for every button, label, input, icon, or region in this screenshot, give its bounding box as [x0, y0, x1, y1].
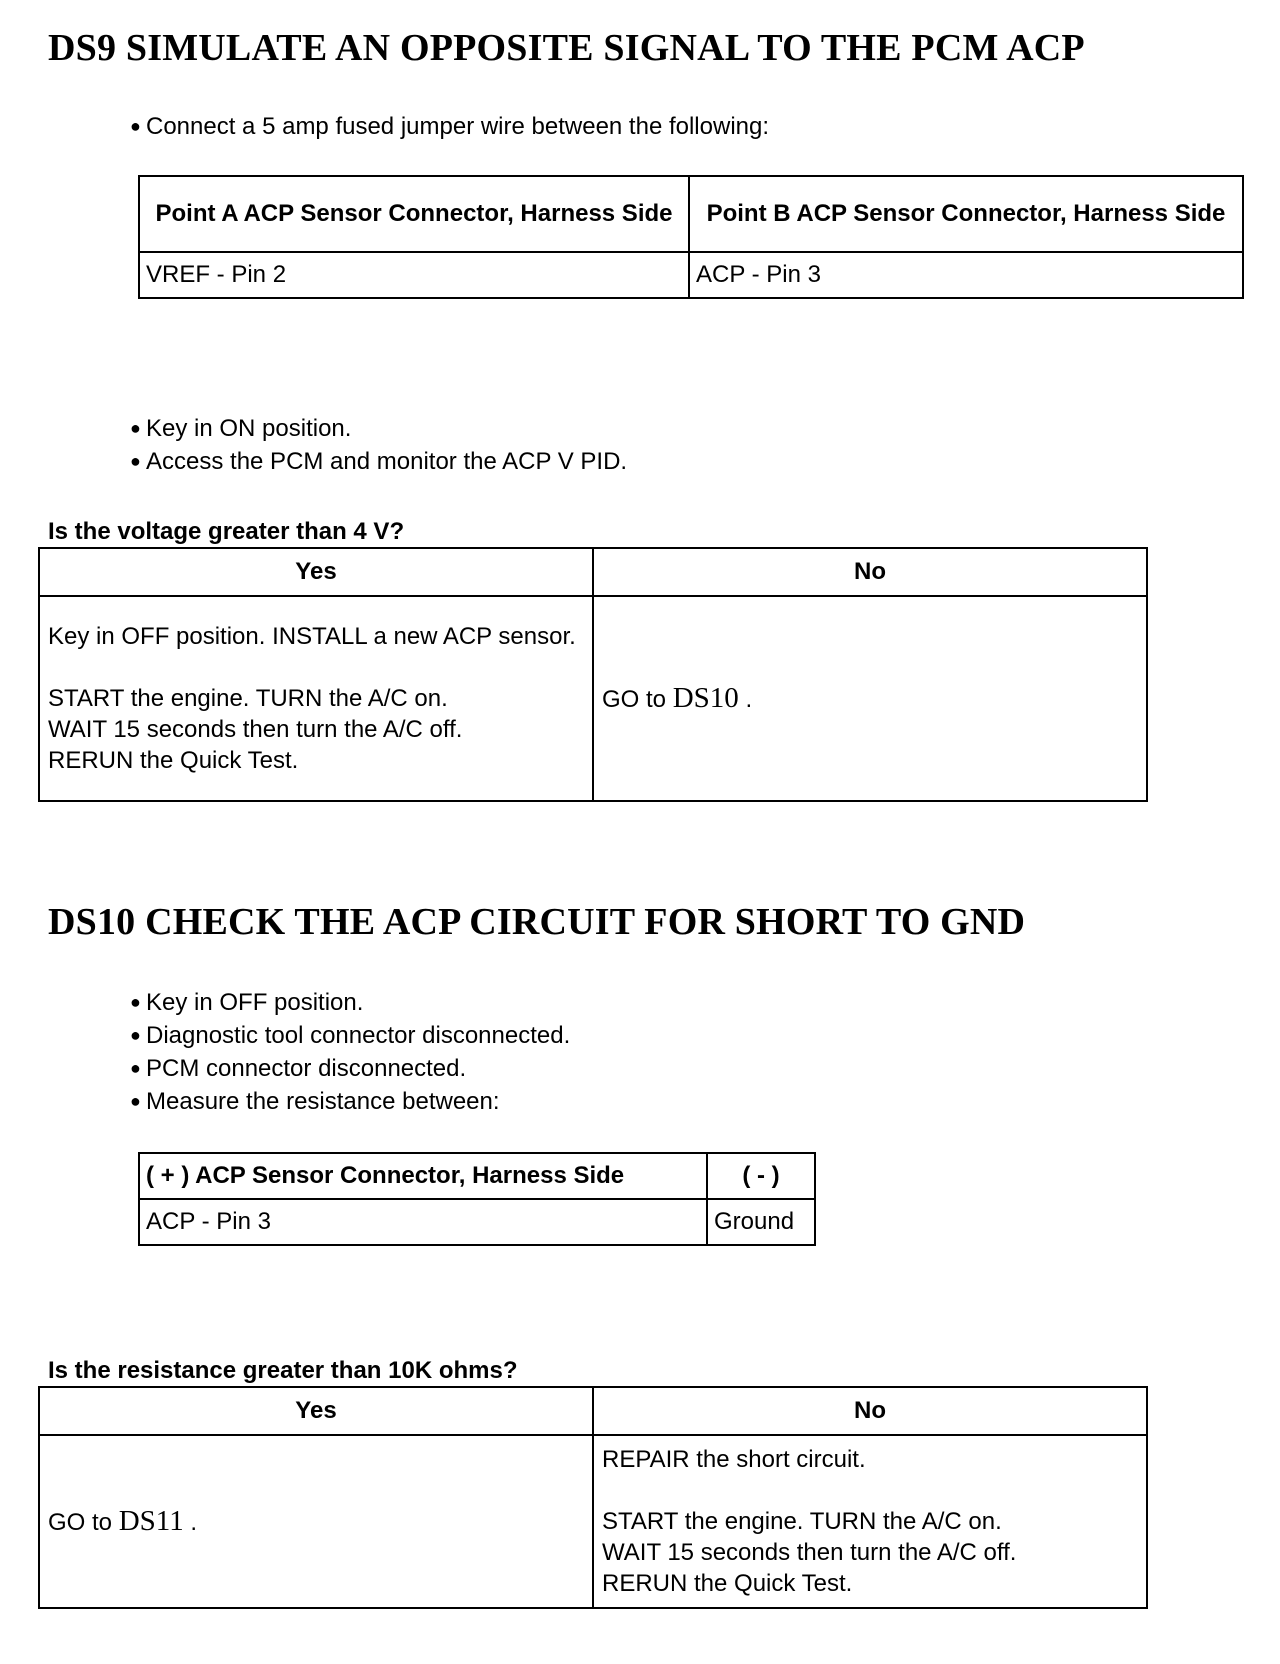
bullet-text: Diagnostic tool connector disconnected. — [146, 1022, 571, 1049]
ds10-question: Is the resistance greater than 10K ohms? — [48, 1357, 518, 1384]
no-instruction: WAIT 15 seconds then turn the A/C off. — [602, 1539, 1017, 1566]
bullet-icon: ● — [130, 1025, 141, 1045]
resistance-table — [138, 1152, 816, 1246]
no-instruction: RERUN the Quick Test. — [602, 1570, 853, 1597]
go-to-suffix: . — [190, 1508, 198, 1536]
jumper-cell-point-a: VREF - Pin 2 — [139, 252, 689, 298]
go-to-text: GO to — [48, 1508, 113, 1536]
resistance-cell-negative: Ground — [707, 1199, 815, 1245]
list-item — [130, 445, 627, 478]
bullet-text: Measure the resistance between: — [146, 1088, 500, 1115]
jumper-table — [138, 175, 1244, 299]
ds9-result-table — [38, 547, 1148, 802]
yes-instruction: WAIT 15 seconds then turn the A/C off. — [48, 716, 463, 743]
yes-instruction: START the engine. TURN the A/C on. — [48, 685, 448, 712]
yes-cell — [39, 596, 593, 801]
bullet-text: Access the PCM and monitor the ACP V PID. — [146, 448, 628, 475]
bullet-icon: ● — [130, 116, 141, 136]
jumper-cell-point-b: ACP - Pin 3 — [689, 252, 1243, 298]
ds10-result-table — [38, 1386, 1148, 1609]
list-item — [130, 1052, 570, 1085]
list-item — [130, 1019, 570, 1052]
yes-header: Yes — [39, 548, 593, 596]
bullet-icon: ● — [130, 1058, 141, 1078]
bullet-icon: ● — [130, 992, 141, 1012]
no-header: No — [593, 548, 1147, 596]
no-cell — [593, 596, 1147, 801]
bullet-text: Connect a 5 amp fused jumper wire between the following: — [146, 113, 770, 140]
ds11-link[interactable]: DS11 — [118, 1504, 184, 1537]
jumper-header-point-a: Point A ACP Sensor Connector, Harness Side — [139, 176, 689, 252]
list-item — [130, 412, 627, 445]
bullet-text: Key in OFF position. — [146, 989, 364, 1016]
yes-header: Yes — [39, 1387, 593, 1435]
ds9-intro-list — [130, 110, 769, 143]
resistance-header-positive: ( + ) ACP Sensor Connector, Harness Side — [139, 1153, 707, 1199]
ds9-title: DS9 SIMULATE AN OPPOSITE SIGNAL TO THE PCM ACP — [48, 27, 1085, 69]
list-item — [130, 110, 769, 143]
no-instruction: REPAIR the short circuit. — [602, 1446, 866, 1473]
resistance-cell-positive: ACP - Pin 3 — [139, 1199, 707, 1245]
ds9-steps-list — [130, 412, 627, 478]
yes-instruction: Key in OFF position. INSTALL a new ACP sensor. — [48, 623, 576, 650]
list-item — [130, 1085, 570, 1118]
jumper-header-point-b: Point B ACP Sensor Connector, Harness Side — [689, 176, 1243, 252]
no-instruction: START the engine. TURN the A/C on. — [602, 1508, 1002, 1535]
ds10-link[interactable]: DS10 — [672, 681, 739, 714]
list-item — [130, 986, 570, 1019]
go-to-suffix: . — [745, 685, 753, 713]
bullet-icon: ● — [130, 418, 141, 438]
yes-cell — [39, 1435, 593, 1608]
bullet-icon: ● — [130, 1091, 141, 1111]
bullet-text: Key in ON position. — [146, 415, 352, 442]
ds10-title: DS10 CHECK THE ACP CIRCUIT FOR SHORT TO GND — [48, 901, 1026, 943]
resistance-header-negative: ( - ) — [707, 1153, 815, 1199]
ds10-steps-list — [130, 986, 570, 1118]
ds9-question: Is the voltage greater than 4 V? — [48, 518, 405, 545]
bullet-icon: ● — [130, 451, 141, 471]
go-to-text: GO to — [602, 685, 667, 713]
no-cell — [593, 1435, 1147, 1608]
no-header: No — [593, 1387, 1147, 1435]
bullet-text: PCM connector disconnected. — [146, 1055, 467, 1082]
yes-instruction: RERUN the Quick Test. — [48, 747, 299, 774]
